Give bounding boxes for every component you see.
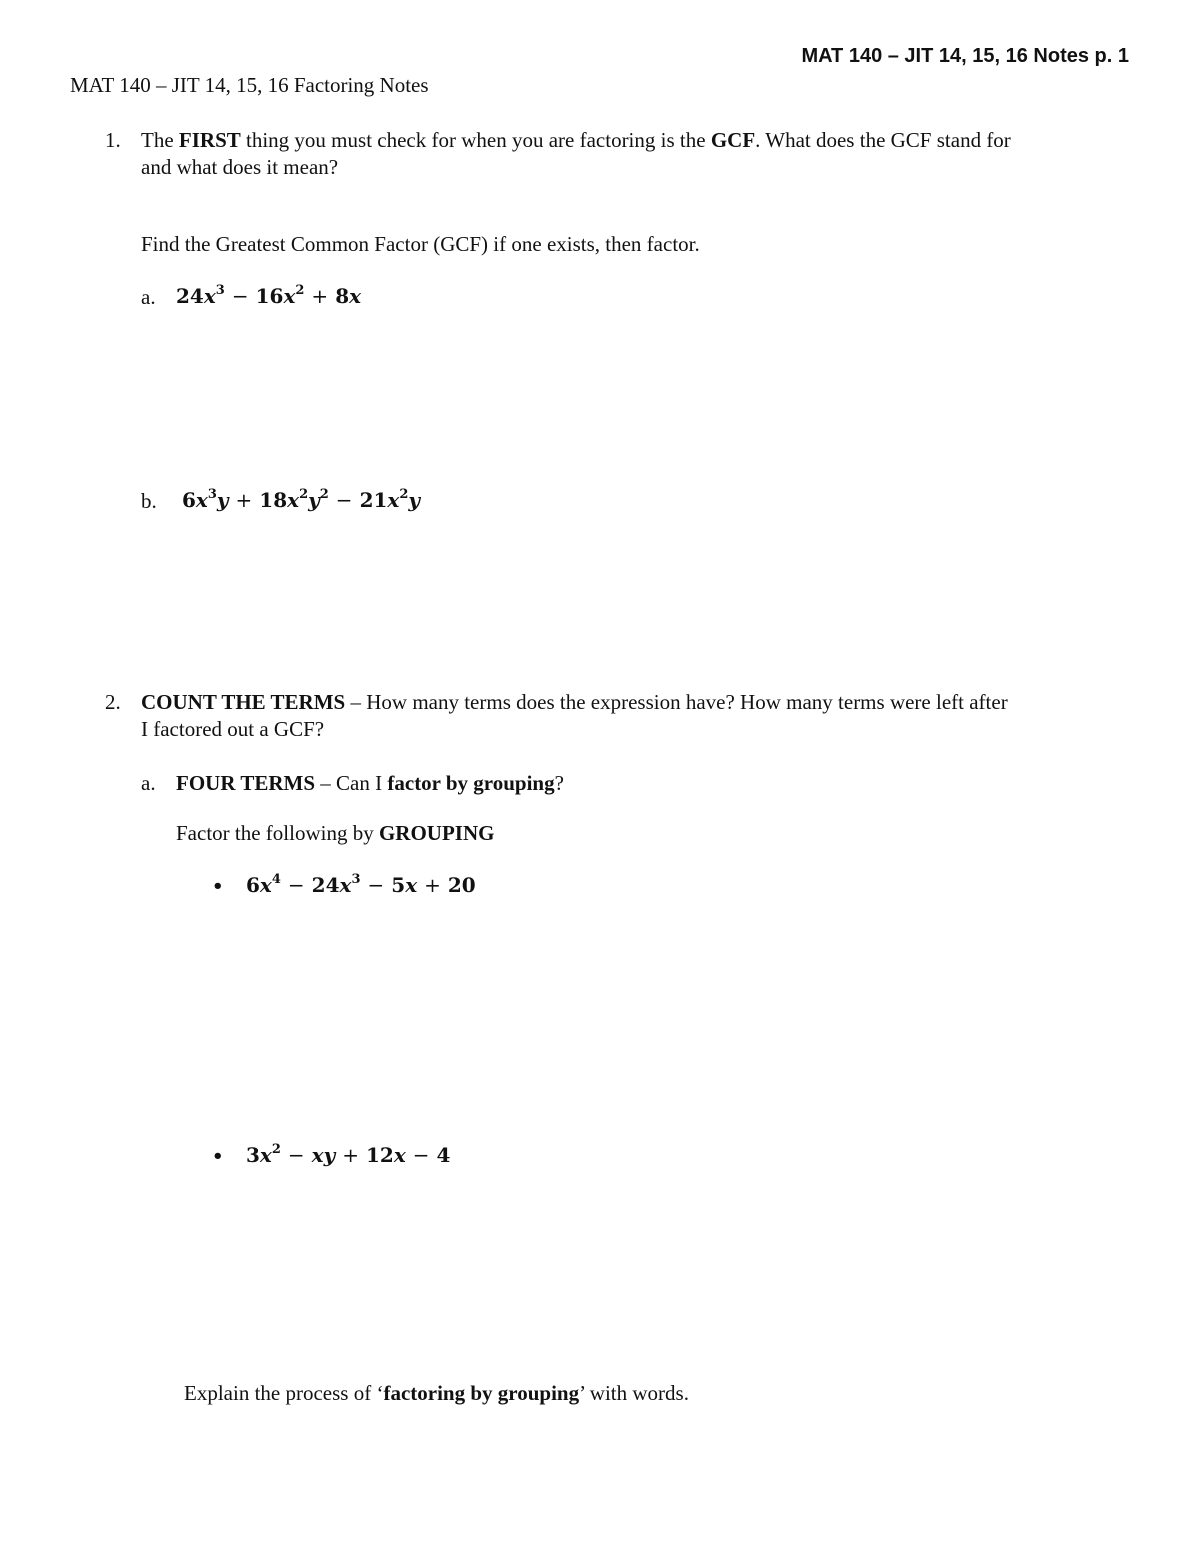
factor-by-grouping-label: factor by grouping — [387, 771, 555, 795]
explain-grouping-prompt — [184, 1380, 689, 1407]
expression-grouping-1: • $6x^4 - 24x^3 - 5x + 20$ — [212, 872, 476, 900]
q1-text-a: The — [141, 128, 179, 152]
question-1-line-2: and what does it mean? — [141, 155, 339, 179]
explain-text-a: Explain the process of ‘ — [184, 1381, 384, 1405]
grouping-bold: GROUPING — [378, 821, 495, 845]
expression-grouping-2: • $3x^2$ − xy + 12x − 4 — [212, 1142, 450, 1170]
question-1-line-1 — [105, 127, 1011, 154]
explain-text-c: ’ with words. — [579, 1381, 689, 1405]
question-2-line-1 — [105, 689, 1008, 716]
grouping-instruction — [176, 820, 494, 847]
page-title: MAT 140 – JIT 14, 15, 16 Factoring Notes — [70, 73, 429, 97]
q2a-text-mid: – Can I — [315, 771, 388, 795]
q1-text-gcf: GCF — [710, 128, 756, 152]
q2-text-rest: – How many terms does the expression have? How many terms were left after — [345, 690, 1008, 714]
four-terms-label: FOUR TERMS — [176, 771, 316, 795]
question-2-line-2: I factored out a GCF? — [141, 717, 325, 741]
q2a-text-end: ? — [554, 771, 564, 795]
grouping-text: Factor the following by — [176, 821, 379, 845]
item-2a-label: a. — [141, 771, 156, 795]
page-header-right: MAT 140 – JIT 14, 15, 16 Notes p. 1 — [801, 45, 1129, 67]
q1-text-e: . What does the GCF stand for — [755, 128, 1011, 152]
q2-count-the-terms: COUNT THE TERMS — [141, 690, 346, 714]
gcf-instruction: Find the Greatest Common Factor (GCF) if one exists, then factor. — [141, 232, 700, 256]
expression-1a: $24x^3 - 16x^2 + 8x$ — [176, 283, 362, 308]
question-2-number: 2. — [105, 690, 121, 714]
expression-1b: $6x^3y + 18x^2y^2 - 21x^2y$ — [182, 487, 421, 512]
item-1a-label: a. — [141, 285, 156, 309]
bullet-icon: • — [212, 1146, 224, 1167]
bullet-icon: • — [212, 876, 224, 897]
q1-text-first: FIRST — [178, 128, 241, 152]
item-2a — [141, 770, 564, 797]
question-1-number: 1. — [105, 128, 121, 152]
explain-text-bold: factoring by grouping — [383, 1381, 580, 1405]
q1-text-c: thing you must check for when you are factoring is the — [240, 128, 711, 152]
item-1b-label: b. — [141, 489, 157, 513]
